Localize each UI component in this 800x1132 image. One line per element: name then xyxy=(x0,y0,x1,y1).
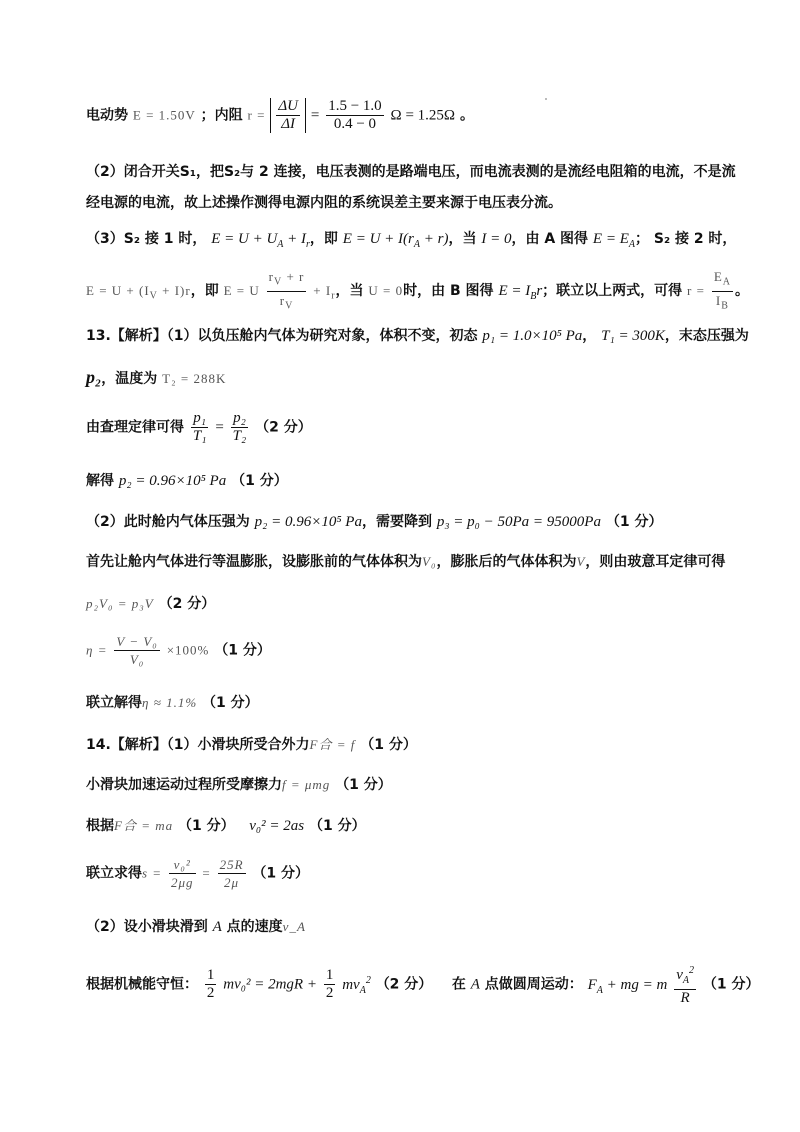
fraction: $\frac{25R}{2\mu}$ xyxy=(219,857,244,890)
q14-line-6: 根据机械能守恒： $\frac{1}{2}$ mv₀² = 2mgR + $\frac{1}{2}$ $mv_A^2$ （2 分） 在 A 点做圆周运动： $F_A$ + mg = m $\frac{v_A^2}{R}$ （1 分） xyxy=(86,962,759,1007)
para-3-line-2: $E = U + (I_V + I)r$，即 E = U $\frac{r_V + r}{r_V}$ + $I_r$，当 U = 0时，由 B 图得 $E = I_Br$；联立以上两式，可得 r = $\frac{E_A}{I_B}$ 。 xyxy=(86,268,749,314)
fraction: $\frac{E_A}{I_B}$ xyxy=(713,269,732,312)
fraction: $\frac{1}{2}$ xyxy=(206,967,215,1001)
fraction: $\frac{\text{V − V₀}}{\text{V₀}}$ xyxy=(116,634,158,667)
speck xyxy=(545,98,547,100)
q14-line-1: 14.【解析】（1）小滑块所受合外力F合 = f （1 分） xyxy=(86,737,417,753)
para-3-line-1: （3）S₂ 接 1 时， $E = U + U_A + I_r$，即 $E = U + I(r_A + r)$，当 I = 0，由 A 图得 $E = E_A$； S₂ 接 2 时， xyxy=(86,231,737,250)
fraction: $\frac{\text{p₁}}{\text{T₁}}$ xyxy=(192,410,207,444)
abs-ratio: $\frac{\Delta U}{\Delta I}$ xyxy=(270,98,306,133)
fraction: $\frac{1}{2}$ xyxy=(325,967,334,1001)
q14-line-4: 联立求得s = $\frac{\text{v₀²}}{2\mu g}$ = $\frac{25R}{2\mu}$ （1 分） xyxy=(86,857,310,890)
fraction: $\frac{\text{v₀²}}{2\mu g}$ xyxy=(170,857,194,890)
fraction: $\frac{r_V + r}{r_V}$ xyxy=(268,269,305,312)
q14-line-5: （2）设小滑块滑到 A 点的速度v_A xyxy=(86,919,306,935)
para-2-line-2: 经电源的电流，故上述操作测得电源内阻的系统误差主要来源于电压表分流。 xyxy=(86,195,562,211)
q13-line-4: 解得 p₂ = 0.96×10⁵ Pa （1 分） xyxy=(86,473,288,489)
q13-line-9: 联立解得η ≈ 1.1% （1 分） xyxy=(86,695,259,711)
emf-line: 电动势 E = 1.50V ；内阻 r = $\frac{\Delta U}{\Delta I}$ = $\frac{1.5 - 1.0}{0.4 - 0}$ Ω = 1.25Ω 。 xyxy=(86,98,474,132)
q13-line-2: p₂，温度为 T₂ = 288K xyxy=(86,367,227,387)
q13-line-3: 由查理定律可得 $\frac{\text{p₁}}{\text{T₁}}$ = $\frac{\text{p₂}}{\text{T₂}}$ （2 分） xyxy=(86,410,312,444)
q13-line-8: η = $\frac{\text{V − V₀}}{\text{V₀}}$ ×100% （1 分） xyxy=(86,634,271,667)
fraction: $\frac{v_A^2}{R}$ xyxy=(674,962,696,1007)
fraction: $\frac{1.5 - 1.0}{0.4 - 0}$ xyxy=(328,98,382,132)
q13-line-6: 首先让舱内气体进行等温膨胀，设膨胀前的气体体积为V₀，膨胀后的气体体积为V，则由玻意耳定律可得 xyxy=(86,554,726,570)
q13-line-1: 13.【解析】（1）以负压舱内气体为研究对象，体积不变，初态 p₁ = 1.0×10⁵ Pa， T₁ = 300K，末态压强为 xyxy=(86,328,749,344)
q14-line-2: 小滑块加速运动过程所受摩擦力f = μmg （1 分） xyxy=(86,777,392,793)
para-2-line-1: （2）闭合开关S₁，把S₂与 2 连接，电压表测的是路端电压，而电流表测的是流经电阻箱的电流，不是流 xyxy=(86,164,736,180)
q13-line-5: （2）此时舱内气体压强为 p₂ = 0.96×10⁵ Pa，需要降到 p₃ = p₀ − 50Pa = 95000Pa （1 分） xyxy=(86,514,663,530)
fraction: $\frac{\text{p₂}}{\text{T₂}}$ xyxy=(232,410,247,444)
q14-line-3: 根据F合 = ma （1 分） v₀² = 2as （1 分） xyxy=(86,818,366,834)
q13-line-7: p₂V₀ = p₃V （2 分） xyxy=(86,596,216,612)
